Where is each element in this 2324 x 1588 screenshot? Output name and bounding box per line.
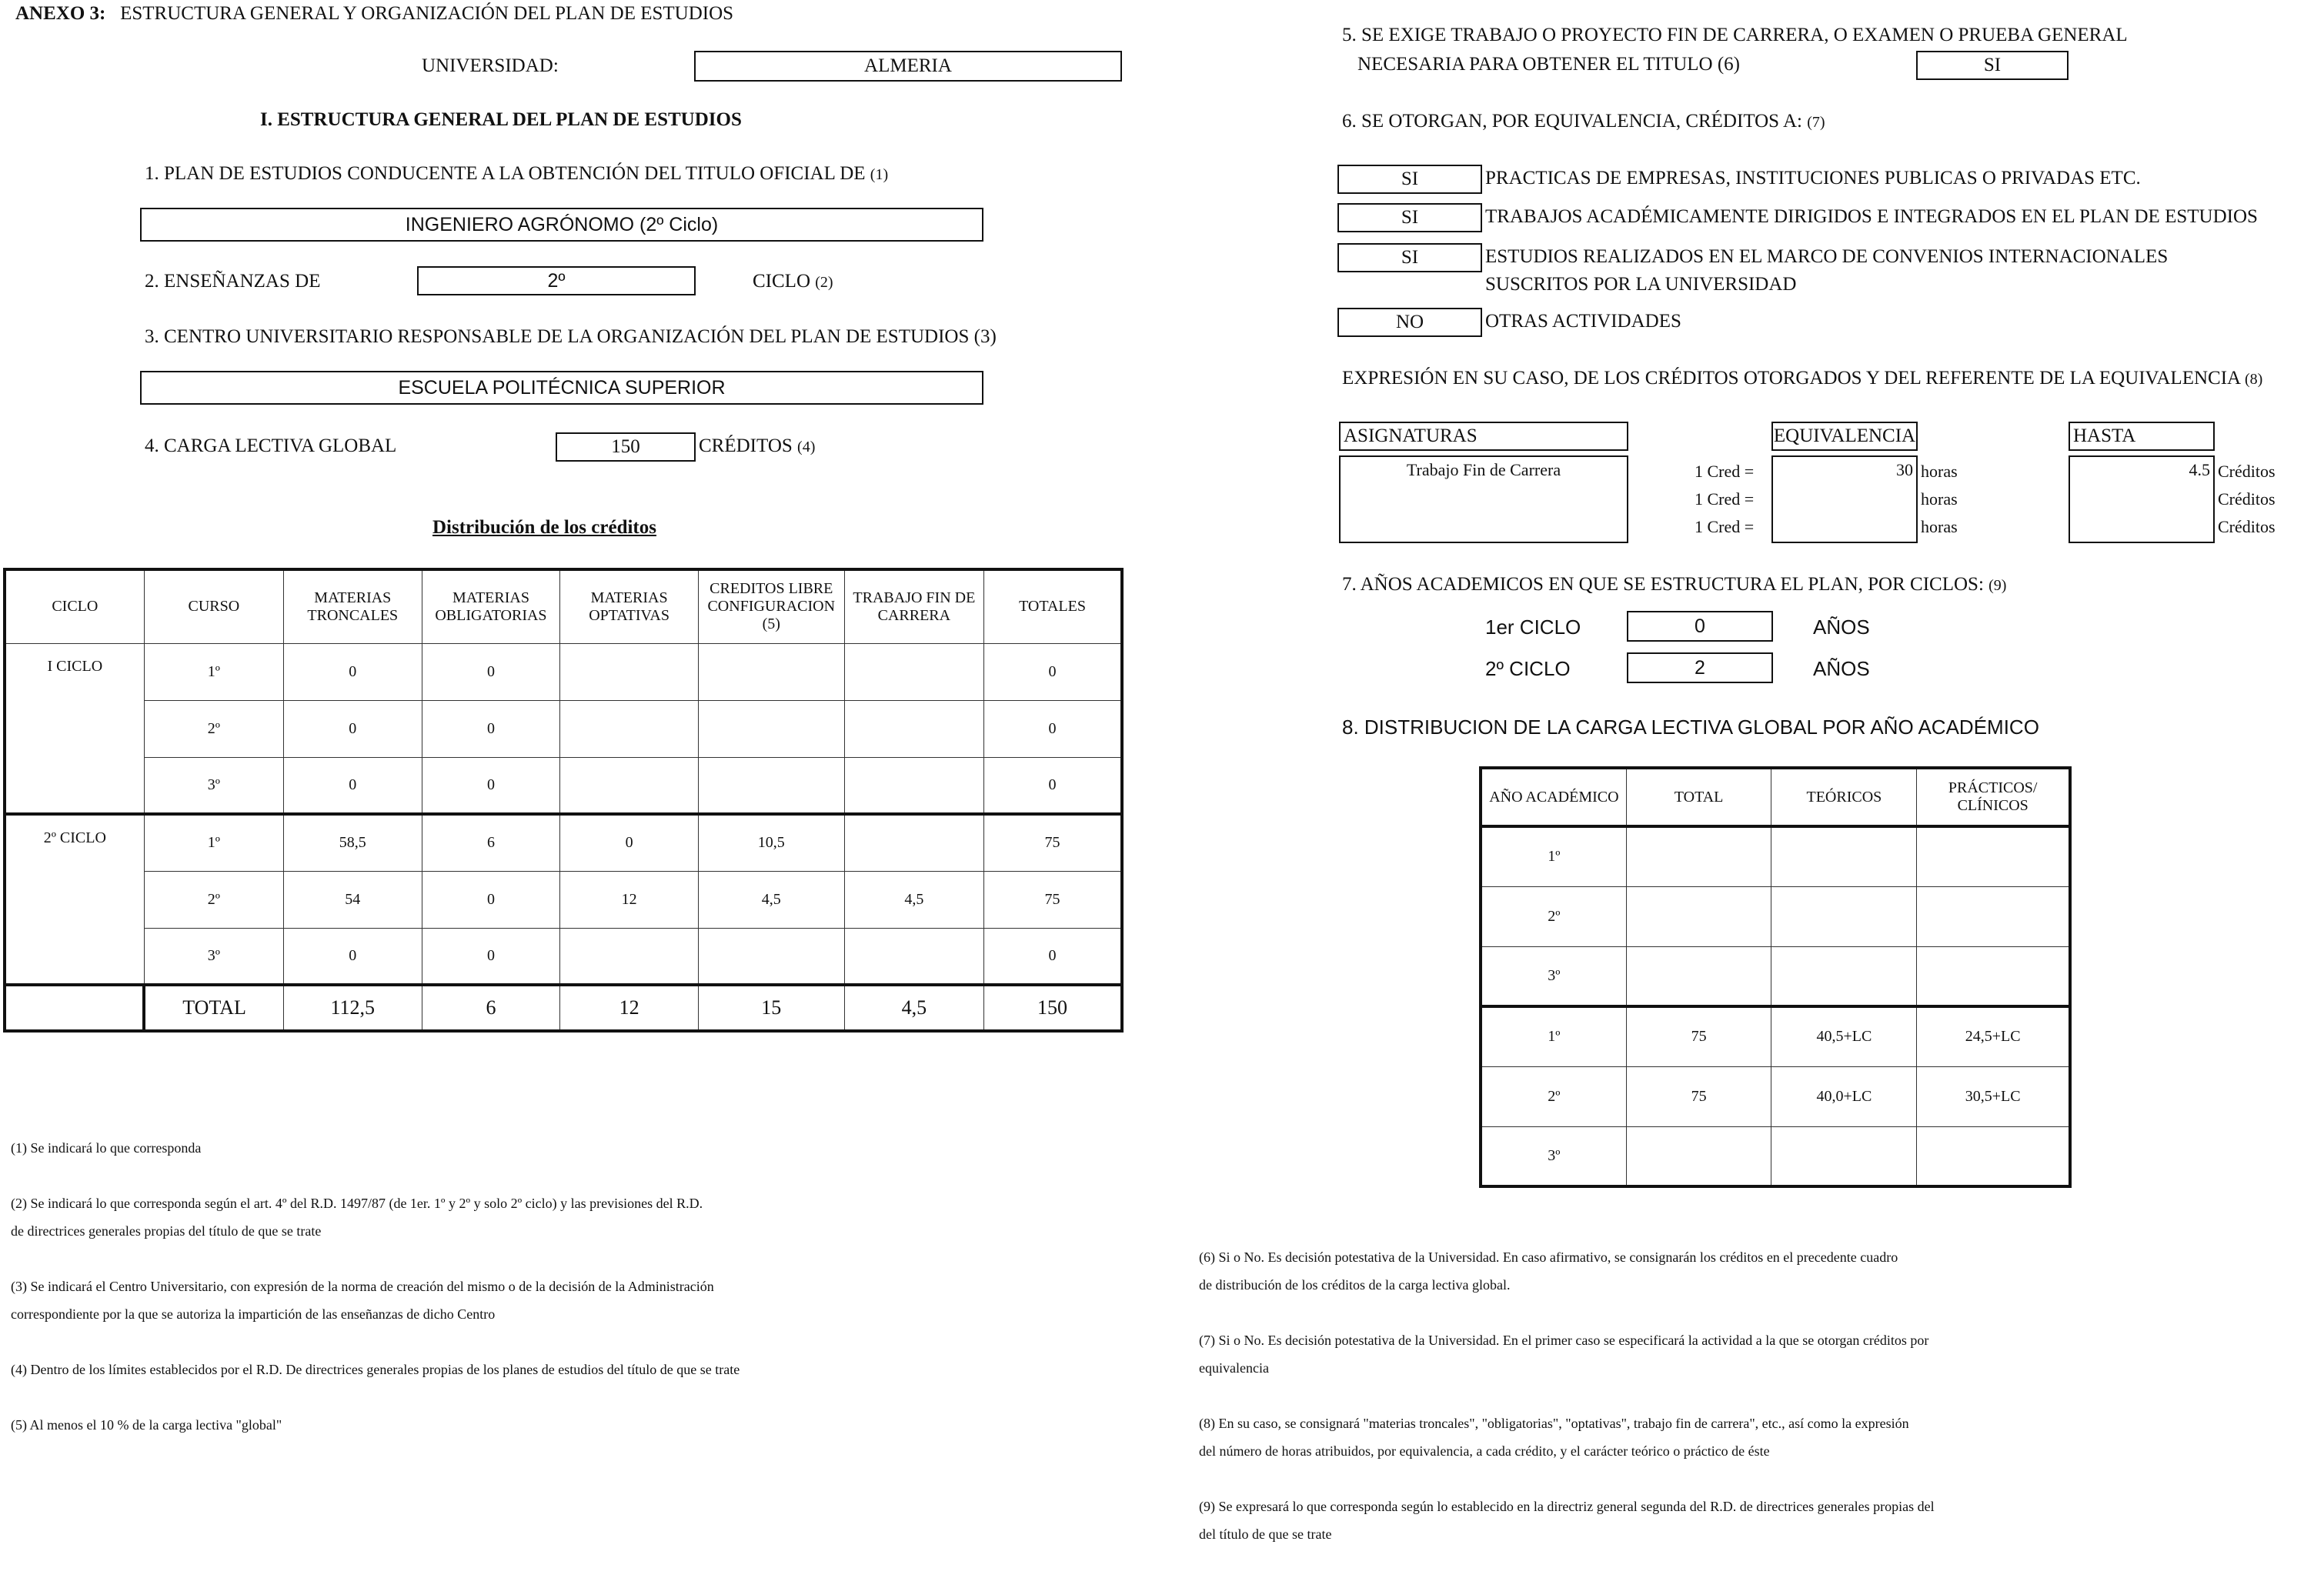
table-cell: 2º bbox=[144, 700, 283, 757]
table-cell: 58,5 bbox=[284, 814, 422, 871]
table-row bbox=[1481, 886, 2070, 946]
table-cell: 1º bbox=[1481, 1006, 1626, 1066]
total-row bbox=[5, 985, 1122, 1031]
q5-line1: 5. SE EXIGE TRABAJO O PROYECTO FIN DE CARRERA, O EXAMEN O PRUEBA GENERAL bbox=[1342, 25, 2128, 45]
q4-suffix: CRÉDITOS (4) bbox=[699, 435, 816, 456]
table-cell: 54 bbox=[284, 871, 422, 928]
footnote-line: correspondiente por la que se autoriza la impartición de las enseñanzas de dicho Centro bbox=[11, 1306, 496, 1322]
q8-label: 8. DISTRIBUCION DE LA CARGA LECTIVA GLOBAL POR AÑO ACADÉMICO bbox=[1342, 716, 2039, 739]
table-cell bbox=[844, 928, 983, 985]
q5-field[interactable]: SI bbox=[1916, 51, 2069, 80]
titulo-field[interactable]: INGENIERO AGRÓNOMO (2º Ciclo) bbox=[140, 208, 983, 242]
q6-option-label: PRACTICAS DE EMPRESAS, INSTITUCIONES PUBLICAS O PRIVADAS ETC. bbox=[1485, 168, 2141, 188]
total-cell: 150 bbox=[984, 985, 1122, 1031]
table-cell bbox=[1771, 946, 1917, 1006]
horas-label-1: horas bbox=[1921, 462, 1958, 481]
creditos-label-1: Créditos bbox=[2218, 462, 2276, 481]
table-cell bbox=[1626, 826, 1771, 886]
header-ano: AÑO ACADÉMICO bbox=[1481, 768, 1626, 826]
ciclo2-field[interactable]: 2 bbox=[1627, 652, 1773, 683]
expresion-label: EXPRESIÓN EN SU CASO, DE LOS CRÉDITOS OTORGADOS Y DEL REFERENTE DE LA EQUIVALENCIA (8) bbox=[1342, 368, 2263, 389]
carga-por-ano-table bbox=[1479, 766, 2072, 1188]
q6-label: 6. SE OTORGAN, POR EQUIVALENCIA, CRÉDITOS A: (7) bbox=[1342, 111, 1825, 132]
table-cell: 0 bbox=[984, 643, 1122, 700]
table-cell: 40,5+LC bbox=[1771, 1006, 1917, 1066]
table-cell: 0 bbox=[284, 928, 422, 985]
table-cell: 0 bbox=[560, 814, 698, 871]
ano-header-row bbox=[1481, 768, 2070, 826]
table-cell: 2º bbox=[144, 871, 283, 928]
q5-line2: NECESARIA PARA OBTENER EL TITULO (6) bbox=[1357, 54, 1740, 75]
asignaturas-header: ASIGNATURAS bbox=[1339, 422, 1628, 451]
table-row bbox=[5, 928, 1122, 985]
section-title: I. ESTRUCTURA GENERAL DEL PLAN DE ESTUDIOS bbox=[260, 109, 742, 130]
distribution-title: Distribución de los créditos bbox=[432, 517, 656, 538]
creditos-label-2: Créditos bbox=[2218, 489, 2276, 509]
table-cell: 0 bbox=[284, 643, 422, 700]
table-cell: 75 bbox=[1626, 1006, 1771, 1066]
table-cell: 75 bbox=[984, 814, 1122, 871]
table-cell: 2º bbox=[1481, 886, 1626, 946]
table-cell: 3º bbox=[1481, 946, 1626, 1006]
header-obligatorias: MATERIAS OBLIGATORIAS bbox=[422, 569, 560, 643]
total-cell: 112,5 bbox=[284, 985, 422, 1031]
ciclo1-label: 1er CICLO bbox=[1485, 616, 1581, 639]
universidad-field[interactable]: ALMERIA bbox=[694, 51, 1122, 82]
table-cell: 0 bbox=[284, 757, 422, 814]
footnote-line: (4) Dentro de los límites establecidos por el R.D. De directrices generales propias de los planes de estudios del título de que se trate bbox=[11, 1362, 740, 1377]
ensenanzas-field[interactable]: 2º bbox=[417, 266, 696, 295]
q6-option-label: OTRAS ACTIVIDADES bbox=[1485, 311, 1681, 332]
footnote-line: (7) Si o No. Es decisión potestativa de la Universidad. En el primer caso se especificará la actividad a la que se otorgan créditos por bbox=[1199, 1333, 1929, 1348]
q2-label: 2. ENSEÑANZAS DE bbox=[145, 271, 321, 292]
table-cell bbox=[844, 814, 983, 871]
asignatura-cell[interactable]: Trabajo Fin de Carrera bbox=[1339, 455, 1628, 543]
table-cell bbox=[560, 700, 698, 757]
q2-suffix: CICLO (2) bbox=[753, 271, 833, 292]
header-ciclo: CICLO bbox=[5, 569, 144, 643]
table-cell: 75 bbox=[1626, 1066, 1771, 1126]
table-cell bbox=[698, 700, 844, 757]
universidad-label: UNIVERSIDAD: bbox=[422, 55, 559, 76]
table-cell bbox=[698, 643, 844, 700]
cred-label-1: 1 Cred = bbox=[1695, 462, 1755, 481]
annex-title: ANEXO 3: ESTRUCTURA GENERAL Y ORGANIZACIÓN DEL PLAN DE ESTUDIOS bbox=[15, 3, 734, 24]
equivalencia-cell[interactable]: 30 bbox=[1771, 455, 1918, 543]
q6-option-value[interactable]: SI bbox=[1337, 165, 1482, 194]
table-cell: 24,5+LC bbox=[1917, 1006, 2070, 1066]
footnote-line: de directrices generales propias del título de que se trate bbox=[11, 1223, 322, 1239]
footnote-line: (3) Se indicará el Centro Universitario, con expresión de la norma de creación del mismo o de la decisión de la Administración bbox=[11, 1279, 714, 1294]
footnote-line: equivalencia bbox=[1199, 1360, 1269, 1376]
centro-field[interactable]: ESCUELA POLITÉCNICA SUPERIOR bbox=[140, 371, 983, 405]
footnote-line: (5) Al menos el 10 % de la carga lectiva "global" bbox=[11, 1417, 282, 1433]
table-cell bbox=[1771, 1126, 1917, 1186]
footnotes-left bbox=[11, 1134, 740, 1439]
table-cell: 0 bbox=[284, 700, 422, 757]
table-cell: 4,5 bbox=[844, 871, 983, 928]
footnotes-right bbox=[1199, 1243, 1935, 1548]
table-cell bbox=[560, 757, 698, 814]
anos-label-2: AÑOS bbox=[1813, 657, 1870, 680]
q6-option-value[interactable]: NO bbox=[1337, 308, 1482, 337]
table-cell: 4,5 bbox=[698, 871, 844, 928]
header-optativas: MATERIAS OPTATIVAS bbox=[560, 569, 698, 643]
footnote-line: (9) Se expresará lo que corresponda según lo establecido en la directriz general segunda del R.D. de directrices generales propias del bbox=[1199, 1499, 1935, 1514]
footnote-line: (8) En su caso, se consignará "materias troncales", "obligatorias", "optativas", trabajo fin de carrera", etc., así como la expresión bbox=[1199, 1416, 1909, 1431]
cred-label-2: 1 Cred = bbox=[1695, 489, 1755, 509]
table-cell bbox=[1771, 886, 1917, 946]
table-cell bbox=[1626, 1126, 1771, 1186]
total-cell: 6 bbox=[422, 985, 560, 1031]
q6-option-label-cont: SUSCRITOS POR LA UNIVERSIDAD bbox=[1485, 274, 1797, 295]
footnote-line: del número de horas atribuidos, por equivalencia, a cada crédito, y el carácter teórico o práctico de éste bbox=[1199, 1443, 1770, 1459]
q6-option-value[interactable]: SI bbox=[1337, 243, 1482, 272]
table-cell: 2º bbox=[1481, 1066, 1626, 1126]
header-curso: CURSO bbox=[144, 569, 283, 643]
footnote-line: (6) Si o No. Es decisión potestativa de la Universidad. En caso afirmativo, se consignarán los créditos en el precedente cuadro bbox=[1199, 1249, 1898, 1265]
table-cell bbox=[1917, 886, 2070, 946]
header-teoricos: TEÓRICOS bbox=[1771, 768, 1917, 826]
table-cell bbox=[1626, 946, 1771, 1006]
table-row bbox=[1481, 946, 2070, 1006]
q6-option-value[interactable]: SI bbox=[1337, 203, 1482, 232]
header-trabajo-fin: TRABAJO FIN DE CARRERA bbox=[844, 569, 983, 643]
table-cell bbox=[844, 643, 983, 700]
horas-label-3: horas bbox=[1921, 517, 1958, 536]
table-cell bbox=[1771, 826, 1917, 886]
table-cell: 0 bbox=[422, 928, 560, 985]
table-cell bbox=[1917, 946, 2070, 1006]
footnote-line: de distribución de los créditos de la carga lectiva global. bbox=[1199, 1277, 1511, 1293]
q6-option-label: ESTUDIOS REALIZADOS EN EL MARCO DE CONVENIOS INTERNACIONALES bbox=[1485, 246, 2169, 267]
q3-label: 3. CENTRO UNIVERSITARIO RESPONSABLE DE LA ORGANIZACIÓN DEL PLAN DE ESTUDIOS (3) bbox=[145, 326, 997, 347]
table-cell: 1º bbox=[144, 814, 283, 871]
table-cell: 6 bbox=[422, 814, 560, 871]
credits-table bbox=[3, 568, 1124, 1033]
table-row bbox=[1481, 1066, 2070, 1126]
table-cell: 0 bbox=[422, 757, 560, 814]
table-cell bbox=[698, 928, 844, 985]
creditos-label-3: Créditos bbox=[2218, 517, 2276, 536]
table-cell bbox=[844, 757, 983, 814]
carga-field[interactable]: 150 bbox=[556, 432, 696, 462]
table-cell bbox=[1626, 886, 1771, 946]
table-row bbox=[5, 700, 1122, 757]
table-cell: 40,0+LC bbox=[1771, 1066, 1917, 1126]
table-cell bbox=[560, 643, 698, 700]
header-troncales: MATERIAS TRONCALES bbox=[284, 569, 422, 643]
table-cell: 75 bbox=[984, 871, 1122, 928]
table-cell: 3º bbox=[144, 928, 283, 985]
ciclo-1-label: I CICLO bbox=[5, 643, 144, 814]
table-cell: 0 bbox=[984, 757, 1122, 814]
table-cell bbox=[698, 757, 844, 814]
table-cell: 0 bbox=[422, 871, 560, 928]
footnote-line: (1) Se indicará lo que corresponda bbox=[11, 1140, 202, 1156]
footnote-line: (2) Se indicará lo que corresponda según el art. 4º del R.D. 1497/87 (de 1er. 1º y 2º y solo 2º ciclo) y las previsiones del R.D. bbox=[11, 1196, 703, 1211]
table-row bbox=[5, 757, 1122, 814]
table-cell: 0 bbox=[422, 700, 560, 757]
q1-label: 1. PLAN DE ESTUDIOS CONDUCENTE A LA OBTENCIÓN DEL TITULO OFICIAL DE (1) bbox=[145, 163, 889, 184]
hasta-cell[interactable]: 4.5 bbox=[2069, 455, 2215, 543]
q4-label: 4. CARGA LECTIVA GLOBAL bbox=[145, 435, 397, 456]
table-row bbox=[1481, 826, 2070, 886]
table-cell bbox=[560, 928, 698, 985]
cred-label-3: 1 Cred = bbox=[1695, 517, 1755, 536]
table-cell: 1º bbox=[1481, 826, 1626, 886]
table-cell: 0 bbox=[984, 700, 1122, 757]
horas-label-2: horas bbox=[1921, 489, 1958, 509]
ciclo1-field[interactable]: 0 bbox=[1627, 611, 1773, 642]
hasta-header: HASTA bbox=[2069, 422, 2215, 451]
table-cell: 12 bbox=[560, 871, 698, 928]
ciclo-2-label: 2º CICLO bbox=[5, 814, 144, 985]
table-cell: 0 bbox=[984, 928, 1122, 985]
table-cell: 3º bbox=[1481, 1126, 1626, 1186]
table-cell bbox=[1917, 1126, 2070, 1186]
q7-label: 7. AÑOS ACADEMICOS EN QUE SE ESTRUCTURA EL PLAN, POR CICLOS: (9) bbox=[1342, 574, 2007, 595]
total-cell: 12 bbox=[560, 985, 698, 1031]
header-practicos: PRÁCTICOS/ CLÍNICOS bbox=[1917, 768, 2070, 826]
ciclo2-label: 2º CICLO bbox=[1485, 657, 1571, 680]
q6-option-label: TRABAJOS ACADÉMICAMENTE DIRIGIDOS E INTEGRADOS EN EL PLAN DE ESTUDIOS bbox=[1485, 206, 2258, 227]
footnote-line: del título de que se trate bbox=[1199, 1526, 1332, 1542]
header-total: TOTAL bbox=[1626, 768, 1771, 826]
total-cell: 15 bbox=[698, 985, 844, 1031]
table-cell: 0 bbox=[422, 643, 560, 700]
table-row bbox=[5, 871, 1122, 928]
table-row bbox=[5, 814, 1122, 871]
equivalencia-header: EQUIVALENCIA bbox=[1771, 422, 1918, 451]
header-libre-config: CREDITOS LIBRE CONFIGURACION (5) bbox=[698, 569, 844, 643]
header-totales: TOTALES bbox=[984, 569, 1122, 643]
total-blank-cell bbox=[5, 985, 144, 1031]
table-cell bbox=[1917, 826, 2070, 886]
anos-label-1: AÑOS bbox=[1813, 616, 1870, 639]
table-cell: 10,5 bbox=[698, 814, 844, 871]
table-cell bbox=[844, 700, 983, 757]
table-cell: 1º bbox=[144, 643, 283, 700]
table-cell: 3º bbox=[144, 757, 283, 814]
table-cell: 30,5+LC bbox=[1917, 1066, 2070, 1126]
table-row bbox=[5, 643, 1122, 700]
total-cell: TOTAL bbox=[144, 985, 283, 1031]
table-row bbox=[1481, 1006, 2070, 1066]
credits-header-row bbox=[5, 569, 1122, 643]
table-row bbox=[1481, 1126, 2070, 1186]
total-cell: 4,5 bbox=[844, 985, 983, 1031]
